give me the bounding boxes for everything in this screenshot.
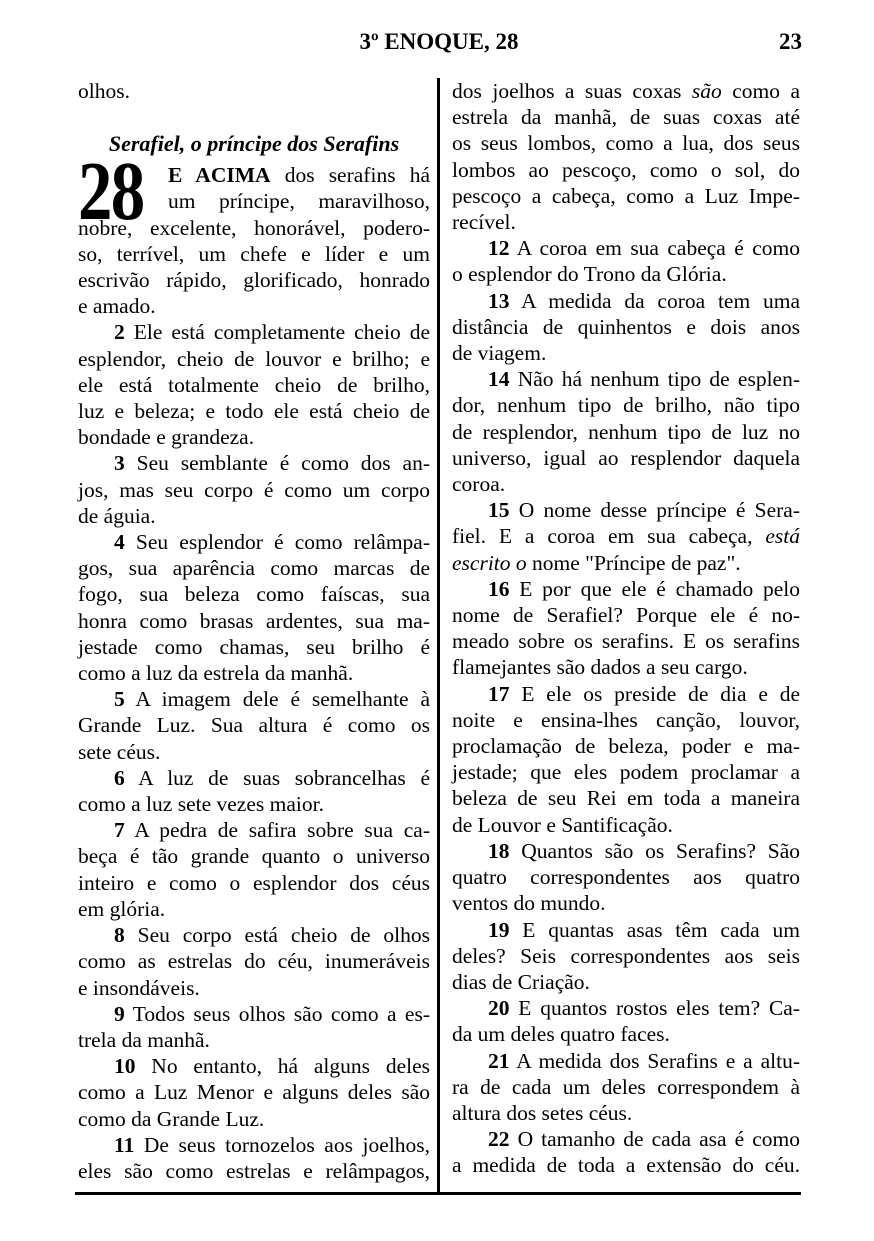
text-line: jos, mas seu corpo é como um corpo [78,477,430,502]
text-line: sete céus. [78,739,161,764]
text-line: 9 Todos seus olhos são como a es- [114,1001,430,1026]
column-divider-rule [437,78,440,1193]
verse-paragraph [452,681,800,838]
text-line: olhos. [78,79,130,103]
text-line: universo, igual ao resplendor daquela [452,445,800,470]
text-line: recível. [452,210,516,235]
text-line: como a luz sete vezes maior. [78,792,324,817]
text-line: dos joelhos a suas coxas são como a [452,79,801,103]
text-line: 14 Não há nenhum tipo de esplen- [488,367,800,392]
text-line: beça é tão grande quanto o universo [78,844,430,869]
footer-rule [75,1192,801,1195]
verse-paragraph [452,917,800,996]
text-line: ventos do mundo. [452,891,606,916]
text-line: inteiro e como o esplendor dos céus [78,870,430,895]
text-paragraph [452,78,800,235]
verse-paragraph [78,450,430,529]
text-line: estrela da manhã, de suas coxas até [452,105,800,130]
verse-paragraph [78,922,430,1001]
text-line: de resplendor, nenhum tipo de luz no [452,419,800,444]
verse-paragraph [78,686,430,765]
text-line: um príncipe, maravilhoso, [168,189,430,214]
text-line: jestade como chamas, seu brilho é [78,634,430,659]
text-line: 20 E quantos rostos eles tem? Ca- [488,996,800,1021]
text-line: nome de Serafiel? Porque ele é no- [452,603,800,628]
running-head-title: 3º ENOQUE, 28 [359,29,519,54]
right-column [452,78,800,1193]
text-line: 21 A medida dos Serafins e a altu- [488,1048,800,1073]
text-line: lombos ao pescoço, como o sol, do [452,157,800,182]
chapter-opening-paragraph [78,145,430,319]
text-line: 16 E por que ele é chamado pelo [488,576,800,601]
text-line: gos, sua aparência como marcas de [78,556,430,581]
left-column [78,78,430,1193]
text-line: luz e beleza; e todo ele está cheio de [78,399,430,424]
verse-paragraph [78,1053,430,1132]
text-line: 10 No entanto, há alguns deles [114,1054,430,1079]
text-line: 11 De seus tornozelos aos joelhos, [114,1132,430,1157]
text-line: 19 E quantas asas têm cada um [488,917,800,942]
text-line: ele está totalmente cheio de brilho, [78,372,430,397]
text-line: meado sobre os serafins. E os serafins [452,629,800,654]
text-line: ra de cada um deles correspondem à [452,1074,800,1099]
verse-paragraph [78,817,430,922]
text-line: fiel. E a coroa em sua cabeça, está [452,524,800,549]
text-line: 18 Quantos são os Serafins? São [488,838,800,863]
text-line: escrito o nome "Príncipe de paz". [452,550,741,575]
verse-paragraph [78,1132,430,1184]
text-line: nobre, excelente, honorável, podero- [78,215,430,240]
text-line: 13 A medida da coroa tem uma [488,288,800,313]
text-line: E ACIMA dos serafins há [168,163,430,188]
text-line: 22 O tamanho de cada asa é como [488,1127,800,1152]
text-line: como da Grande Luz. [78,1106,265,1131]
text-line: trela da manhã. [78,1027,210,1052]
text-line: 2 Ele está completamente cheio de [114,320,430,345]
text-line: honra como brasas ardentes, sua ma- [78,608,430,633]
text-line: jestade; que eles podem proclamar a [452,760,800,785]
verse-paragraph [452,995,800,1047]
text-line: como a luz da estrela da manhã. [78,661,354,686]
text-line: 5 A imagem dele é semelhante à [114,687,430,712]
text-line: eles são como estrelas e relâmpagos, [78,1158,430,1183]
text-paragraph [78,78,430,104]
text-line: 4 Seu esplendor é como relâmpa- [114,530,430,555]
text-line: como a Luz Menor e alguns deles são [78,1080,430,1105]
text-line: bondade e grandeza. [78,425,255,450]
two-column-text-body [78,78,800,1193]
text-line: fogo, sua beleza como faíscas, sua [78,582,430,607]
text-line: a medida de toda a extensão do céu. [452,1153,800,1178]
text-line: de águia. [78,503,156,528]
text-line: 3 Seu semblante é como dos an- [114,451,430,476]
verse-paragraph [452,1126,800,1178]
section-heading: Serafiel, o príncipe dos Serafins [108,131,400,157]
text-line: so, terrível, um chefe e líder e um [78,241,430,266]
verse-paragraph [78,765,430,817]
text-line: 8 Seu corpo está cheio de olhos [114,923,430,948]
text-line: distância de quinhentos e dois anos [452,314,800,339]
verse-paragraph [452,838,800,917]
verse-paragraph [452,366,800,497]
text-line: quatro correspondentes aos quatro [452,865,800,890]
text-line: coroa. [452,472,506,497]
text-line: os seus lombos, como a lua, dos seus [452,131,800,156]
text-line: de viagem. [452,341,547,366]
chapter-number-dropcap: 28 [78,145,144,239]
text-line: o esplendor do Trono da Glória. [452,262,727,287]
text-line: esplendor, cheio de louvor e brilho; e [78,346,430,371]
verse-paragraph [78,319,430,450]
text-line: flamejantes são dados a seu cargo. [452,655,748,680]
text-line: dias de Criação. [452,969,590,994]
text-line: e insondáveis. [78,975,200,1000]
verse-paragraph [78,529,430,686]
verse-paragraph [452,497,800,576]
text-line: beleza de seu Rei em toda a maneira [452,786,800,811]
text-line: pescoço a cabeça, como a Luz Impe- [452,183,800,208]
text-line: e amado. [78,294,156,319]
page-number: 23 [779,29,802,54]
text-line: 17 E ele os preside de dia e de [488,681,800,706]
text-line: Grande Luz. Sua altura é como os [78,713,430,738]
text-line: 6 A luz de suas sobrancelhas é [114,765,430,790]
text-line: proclamação de beleza, poder e ma- [452,734,800,759]
verse-paragraph [452,576,800,681]
text-line: em glória. [78,896,166,921]
text-line: deles? Seis correspondentes aos seis [452,943,800,968]
text-line: noite e ensina-lhes canção, louvor, [452,707,800,732]
text-line: escrivão rápido, glorificado, honrado [78,268,430,293]
text-line: da um deles quatro faces. [452,1022,670,1047]
text-line: 12 A coroa em sua cabeça é como [488,236,800,261]
text-line: de Louvor e Santificação. [452,812,673,837]
text-line: 7 A pedra de safira sobre sua ca- [114,818,430,843]
text-line: 15 O nome desse príncipe é Sera- [488,498,800,523]
verse-paragraph [452,288,800,367]
verse-paragraph [452,235,800,287]
text-line: como as estrelas do céu, inumeráveis [78,949,430,974]
verse-paragraph [452,1048,800,1127]
verse-paragraph [78,1001,430,1053]
text-line: altura dos setes céus. [452,1100,633,1125]
text-line: dor, nenhum tipo de brilho, não tipo [452,393,800,418]
